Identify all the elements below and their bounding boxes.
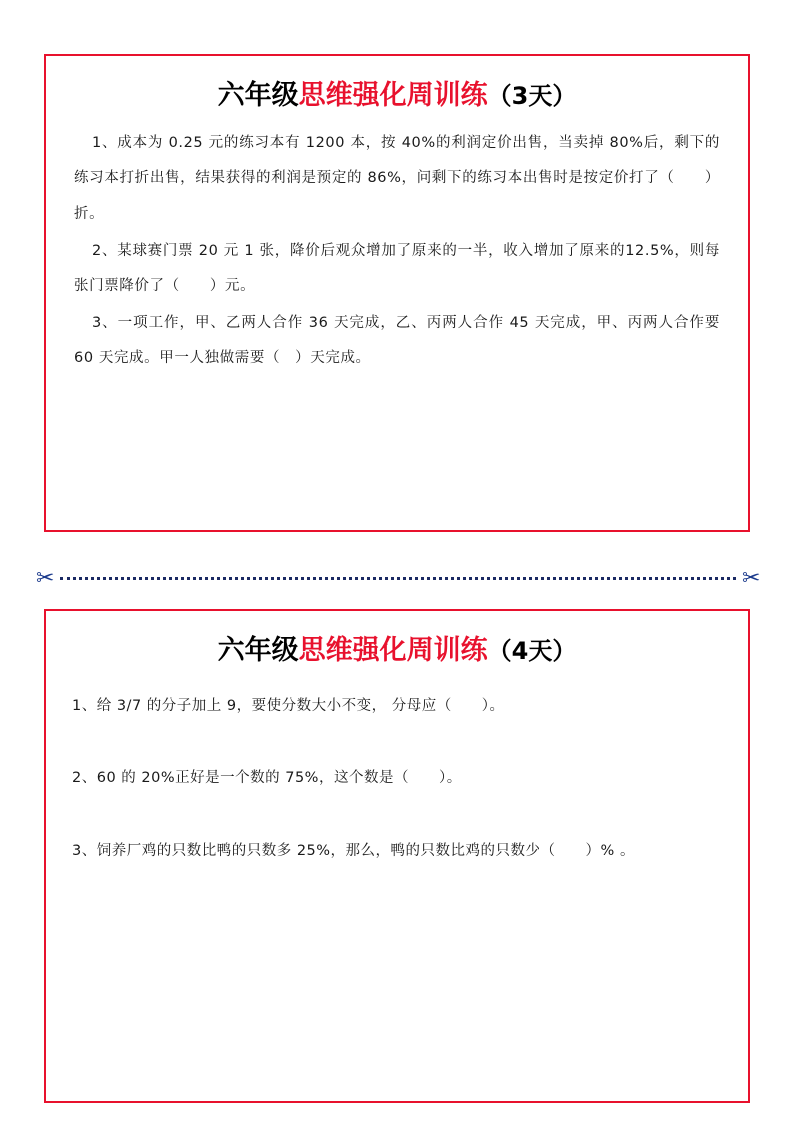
- title-day-text: （3天）: [487, 82, 577, 110]
- title-grade-text: 六年级: [217, 80, 299, 111]
- worksheet-card-day4: [44, 609, 750, 1103]
- worksheet-card-day3: [44, 54, 750, 532]
- question-item: 3、一项工作，甲、乙两人合作 36 天完成，乙、丙两人合作 45 天完成，甲、丙两人合作要 60 天完成。甲一人独做需要（ ）天完成。: [74, 314, 720, 366]
- title-main-text: 思维强化周训练: [298, 635, 488, 666]
- cut-line-dashes: [60, 577, 736, 580]
- worksheet-title-day3: [68, 80, 726, 112]
- scissors-icon: ✂: [36, 565, 55, 590]
- question-item: 1、成本为 0.25 元的练习本有 1200 本，按 40%的利润定价出售，当卖掉 80%后，剩下的练习本打折出售，结果获得的利润是预定的 86%，问剩下的练习本出售时是按定价打了（ ）折。: [74, 135, 720, 222]
- cut-line: [22, 565, 772, 591]
- title-day-text: （4天）: [487, 637, 577, 665]
- question-item: 3、饲养厂鸡的只数比鸭的只数多 25%，那么，鸭的只数比鸡的只数少（ ）% 。: [72, 842, 635, 859]
- question-item: 2、某球赛门票 20 元 1 张，降价后观众增加了原来的一半，收入增加了原来的12.5%，则每张门票降价了（ ）元。: [74, 242, 720, 294]
- question-list-day3: [68, 126, 726, 376]
- question-list-day4: [68, 693, 726, 863]
- scissors-icon: ✂: [742, 565, 761, 590]
- title-main-text: 思维强化周训练: [298, 80, 488, 111]
- title-grade-text: 六年级: [217, 635, 299, 666]
- question-item: 1、给 3/7 的分子加上 9，要使分数大小不变， 分母应（ ）。: [72, 698, 505, 715]
- question-item: 2、60 的 20%正好是一个数的 75%，这个数是（ ）。: [72, 770, 462, 787]
- worksheet-title-day4: [68, 635, 726, 667]
